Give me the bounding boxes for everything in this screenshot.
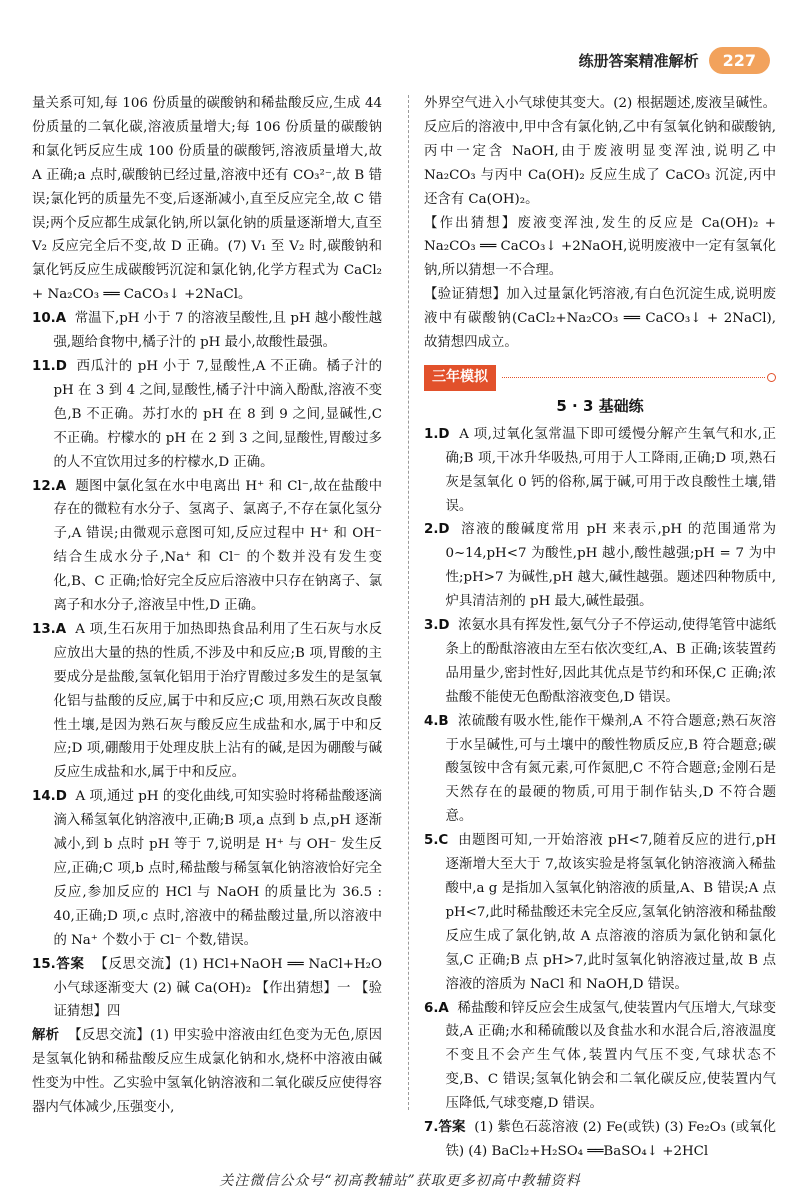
- answer-text: 西瓜汁的 pH 小于 7,显酸性,A 不正确。橘子汁的 pH 在 3 到 4 之间,显酸性,橘子汁中滴入酚酞,溶液不变色,B 不正确。苏打水的 pH 在 8 到 9 之间,显碱性,C 不正确。柠檬水的 pH 在 2 到 3 之间,显酸性,胃酸过多的人不宜饮用过多的柠檬水,D 正确。: [53, 358, 382, 470]
- answer-text: 浓氨水具有挥发性,氨气分子不停运动,使得笔管中滤纸条上的酚酞溶液由左至右依次变红,A、B 正确;该装置药品用量少,密封性好,因此其优点是节约和环保,C 正确;浓盐酸不能使无色酚酞溶液变色,D 错误。: [445, 618, 776, 705]
- answer-r1: [424, 423, 776, 519]
- header-title: 练册答案精准解析: [578, 51, 699, 70]
- answer-text: A 项,通过 pH 的变化曲线,可知实验时将稀盐酸逐滴滴入稀氢氧化钠溶液中,正确;B 项,a 点到 b 点,pH 逐渐减小,到 b 点时 pH 等于 7,说明是 H⁺ 与 OH⁻ 发生反应,正确;C 项,b 点时,稀盐酸与稀氢氧化钠溶液恰好完全反应,参加反应的 HCl 与 NaOH 的质量比为 36.5 : 40,正确;D 项,c 点时,溶液中的稀盐酸过量,所以溶液中的 Na⁺ 个数小于 Cl⁻ 个数,错误。: [53, 789, 383, 948]
- answer-12: [32, 475, 382, 618]
- analysis-text: 【反思交流】(1) 甲实验中溶液由红色变为无色,原因是氢氧化钠和稀盐酸反应生成氯化钠和水,烧杯中溶液由碱性变为中性。乙实验中氢氧化钠溶液和二氧化碳反应使得容器内气体减少,压强变小,: [32, 1028, 383, 1116]
- right-continuation-2: 【作出猜想】废液变浑浊,发生的反应是 Ca(OH)₂ + Na₂CO₃ ══ CaCO₃↓ +2NaOH,说明废液中一定有氢氧化钠,所以猜想一不合理。: [424, 215, 776, 279]
- section-rule: [502, 377, 765, 378]
- answer-number: 1.D: [424, 426, 450, 442]
- answer-number: 11.D: [32, 358, 67, 374]
- right-column: [424, 92, 776, 1164]
- answer-number: 14.D: [32, 789, 67, 805]
- answer-r5: [424, 829, 776, 996]
- answer-text: A 项,生石灰用于加热即热食品利用了生石灰与水反应放出大量的热的性质,不涉及中和反应;B 项,胃酸的主要成分是盐酸,氢氧化铝用于治疗胃酸过多发生的是氢氧化铝与盐酸的反应,属于中和反应;C 项,用熟石灰改良酸性土壤,是因为熟石灰与酸反应生成盐和水,属于中和反应;D 项,硼酸用于处理皮肤上沾有的碱,是因为硼酸与碱反应生成盐和水,属于中和反应。: [53, 621, 382, 781]
- answer-15: [32, 953, 382, 1025]
- answer-text: 溶液的酸碱度常用 pH 来表示,pH 的范围通常为 0~14,pH<7 为酸性,pH 越小,酸性越强;pH = 7 为中性;pH>7 为碱性,pH 越大,碱性越强。题述四种物质中,炉具清洁剂的 pH 最大,碱性最强。: [445, 522, 776, 610]
- left-column: [32, 92, 382, 1120]
- footer-note: 关注微信公众号“初高教辅站”获取更多初高中教辅资料: [219, 1173, 581, 1189]
- answer-13: [32, 618, 382, 785]
- answer-10: [32, 307, 382, 355]
- answer-number: 15.答案: [32, 956, 85, 972]
- answer-text: A 项,过氧化氢常温下即可缓慢分解产生氧气和水,正确;B 项,干冰升华吸热,可用于人工降雨,正确;D 项,熟石灰是氢氧化 0 钙的俗称,属于碱,可用于改良酸性土壤,错误。: [445, 426, 776, 514]
- answer-r4: [424, 710, 776, 830]
- answer-number: 2.D: [424, 522, 450, 538]
- page-header: [579, 40, 770, 80]
- answer-text: 由题图可知,一开始溶液 pH<7,随着反应的进行,pH 逐渐增大至大于 7,故该实验是将氢氧化钠溶液滴入稀盐酸中,a g 是指加入氢氧化钠溶液的质量,A、B 错误;A 点 pH<7,此时稀盐酸还未完全反应,氢氧化钠溶液和稀盐酸反应生成了氯化钠,故 A 点溶液的溶质为氯化钠和氯化氢,C 正确;B 点 pH>7,此时氢氧化钠溶液过量,故 B 点溶液的溶质为 NaCl 和 NaOH,D 错误。: [445, 833, 777, 992]
- answer-r2: [424, 518, 776, 614]
- answer-number: 3.D: [424, 618, 450, 634]
- answer-11: [32, 355, 382, 475]
- answer-15-analysis: [32, 1024, 382, 1120]
- section-tag: 三年模拟: [424, 365, 496, 391]
- answer-number: 5.C: [424, 833, 449, 849]
- analysis-label: 解析: [32, 1028, 60, 1044]
- right-continuation-3: 【验证猜想】加入过量氯化钙溶液,有白色沉淀生成,说明废液中有碳酸钠(CaCl₂+Na₂CO₃ ══ CaCO₃↓ + 2NaCl),故猜想四成立。: [424, 287, 776, 351]
- answer-number: 6.A: [424, 1000, 449, 1016]
- section-header-bar: [424, 365, 776, 391]
- answer-text: (1) 紫色石蕊溶液 (2) Fe(或铁) (3) Fe₂O₃ (或氧化铁) (4) BaCl₂+H₂SO₄ ══BaSO₄↓ +2HCl: [445, 1120, 777, 1159]
- page-number-badge: 227: [709, 47, 770, 74]
- answer-number: 13.A: [32, 621, 67, 637]
- answer-text: 【反思交流】(1) HCl+NaOH ══ NaCl+H₂O 小气球逐渐变大 (2) 碱 Ca(OH)₂ 【作出猜想】一 【验证猜想】四: [53, 956, 382, 1020]
- answer-number: 4.B: [424, 713, 449, 729]
- answer-r3: [424, 614, 776, 710]
- section-rule-end-dot: [767, 373, 776, 382]
- answer-text: 题图中氯化氢在水中电离出 H⁺ 和 Cl⁻,故在盐酸中存在的微粒有水分子、氢离子、氯离子,不存在氯化氢分子,A 错误;由微观示意图可知,反应过程中 H⁺ 和 OH⁻ 结合生成水分子,Na⁺ 和 Cl⁻ 的个数并没有发生变化,B、C 正确;恰好完全反应后溶液中只存在钠离子、氯离子和水分子,溶液呈中性,D 正确。: [53, 478, 382, 614]
- column-divider: [408, 95, 409, 1110]
- answer-text: 浓硫酸有吸水性,能作干燥剂,A 不符合题意;熟石灰溶于水呈碱性,可与土壤中的酸性物质反应,B 符合题意;碳酸氢铵中含有氮元素,可作氮肥,C 不符合题意;金刚石是天然存在的最硬的物质,可用于制作钻头,D 不符合题意。: [445, 713, 776, 825]
- answer-text: 稀盐酸和锌反应会生成氢气,使装置内气压增大,气球变鼓,A 正确;水和稀硫酸以及食盐水和水混合后,溶液温度不变且不会产生气体,装置内气压不变,气球状态不变,B、C 错误;氢氧化钠会和二氧化碳反应,使装置内气压降低,气球变瘪,D 错误。: [445, 1000, 776, 1112]
- answer-text: 常温下,pH 小于 7 的溶液呈酸性,且 pH 越小酸性越强,题给食物中,橘子汁的 pH 最小,故酸性最强。: [53, 311, 382, 351]
- left-intro-paragraph: 量关系可知,每 106 份质量的碳酸钠和稀盐酸反应,生成 44 份质量的二氧化碳,溶液质量增大;每 106 份质量的碳酸钠和氯化钙反应生成 100 份质量的碳酸钙,溶液质量增大,故 A 正确;a 点时,碳酸钠已经过量,溶液中还有 CO₃²⁻,故 B 错误;氯化钙的质量先不变,后逐渐减小,直至反应完全,故 C 错误;两个反应都生成氯化钠,所以氯化钠的质量逐渐增大,直至 V₂ 反应完全后不变,故 D 正确。(7) V₁ 至 V₂ 时,碳酸钠和氯化钙反应生成碳酸钙沉淀和氯化钠,化学方程式为 CaCl₂ + Na₂CO₃ ══ CaCO₃↓ +2NaCl。: [32, 96, 382, 303]
- right-continuation-1: 外界空气进入小气球使其变大。(2) 根据题述,废液呈碱性。反应后的溶液中,甲中含有氯化钠,乙中有氢氧化钠和碳酸钠,丙中一定含 NaOH,由于废液明显变浑浊,说明乙中 Na₂CO₃ 与丙中 Ca(OH)₂ 反应生成了 CaCO₃ 沉淀,丙中还含有 Ca(OH)₂。: [424, 96, 776, 207]
- section-subtitle: 5 · 3 基础练: [556, 396, 644, 415]
- answer-number: 12.A: [32, 478, 67, 494]
- answer-14: [32, 785, 382, 952]
- answer-r6: [424, 997, 776, 1117]
- answer-number: 10.A: [32, 311, 67, 327]
- answer-number: 7.答案: [424, 1120, 466, 1136]
- answer-r7: [424, 1116, 776, 1164]
